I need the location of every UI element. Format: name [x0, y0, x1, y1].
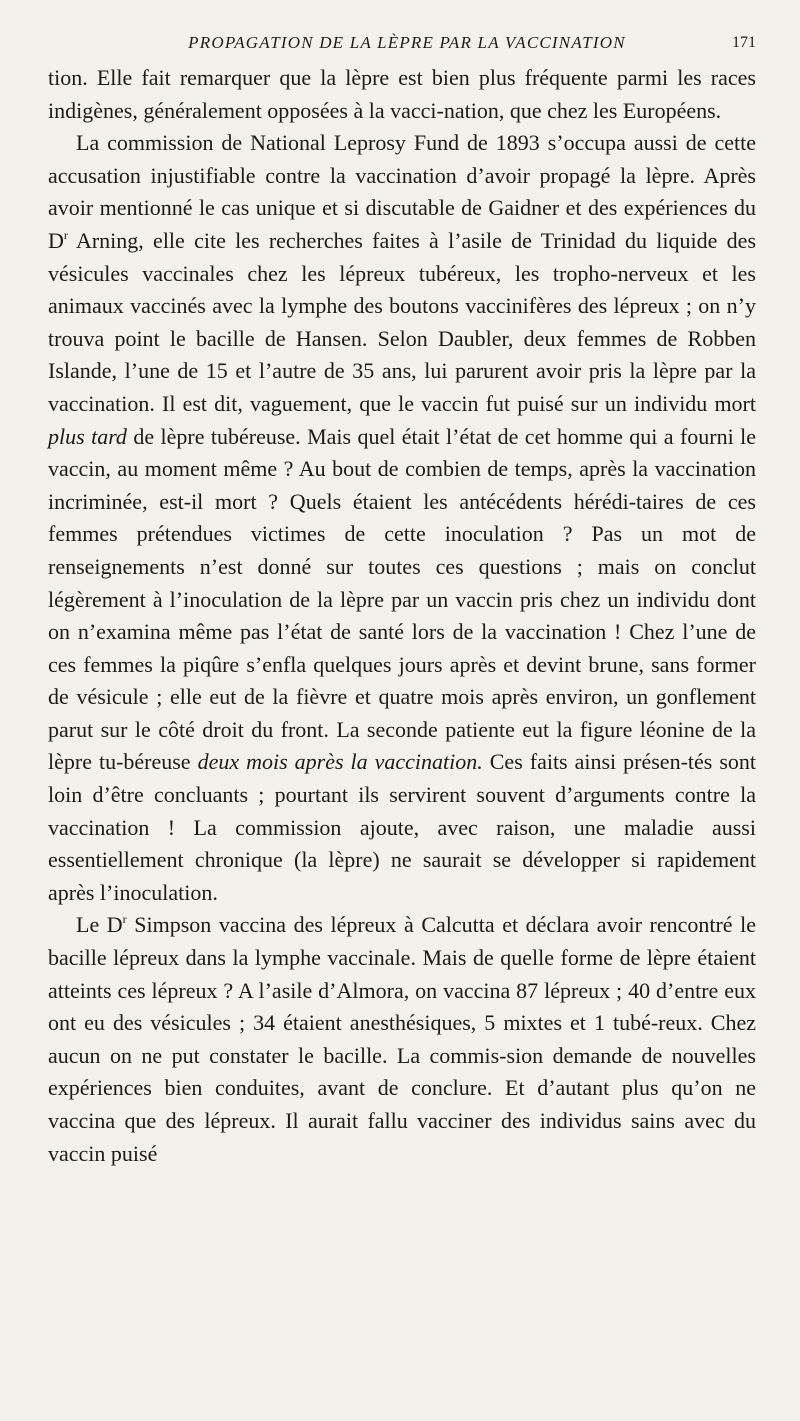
text-run: Simpson vaccina des lépreux à Calcutta et déclara avoir rencontré le bacille lépreux dans la lymphe vaccinale. Mais de quelle forme de lèpre étaient atteints ces lépreux ? A l’asile d’Almora, on vaccina 87 lépreux ; 40 d’entre eux ont eu des vésicules ; 34 étaient anesthésiques, 5 mixtes et 1 tubé-reux. Chez aucun on ne put constater le bacille. La commis-sion demande de nouvelles expériences bien conduites, avant de conclure. Et d’autant plus qu’on ne vaccina que des lépreux. Il aurait fallu vacciner des individus sains avec du vaccin puisé: [48, 912, 756, 1166]
page-number: 171: [732, 34, 756, 51]
superscript: r: [122, 912, 127, 927]
italic-text: plus tard: [48, 423, 127, 449]
paragraph: [48, 62, 756, 127]
running-head: [58, 32, 756, 62]
paragraph: [48, 127, 756, 909]
paragraph: [48, 909, 756, 1170]
italic-text: deux mois après la vaccination.: [197, 749, 483, 775]
superscript: r: [63, 227, 68, 242]
body-text: [48, 62, 756, 1170]
text-run: tion. Elle fait remarquer que la lèpre est bien plus fréquente parmi les races indigènes, généralement opposées à la vacci-nation, que chez les Européens.: [48, 65, 756, 123]
text-run: Le D: [76, 912, 123, 938]
text-run: La commission de National Leprosy Fund de 1893 s’occupa aussi de cette accusation injustifiable contre la vaccination d’avoir propagé la lèpre. Après avoir mentionné le cas unique et si discutable de Gaidner et des expériences du D: [48, 130, 756, 253]
text-run: Arning, elle cite les recherches faites à l’asile de Trinidad du liquide des vésicules vaccinales chez les lépreux tubéreux, les tropho-nerveux et les animaux vaccinés avec la lymphe des boutons vaccinifères des lépreux ; on n’y trouva point le bacille de Hansen. Selon Daubler, deux femmes de Robben Islande, l’une de 15 et l’autre de 35 ans, lui parurent avoir pris la lèpre par la vaccination. Il est dit, vaguement, que le vaccin fut puisé sur un individu mort: [48, 227, 756, 416]
text-run: Ces faits ainsi présen-tés sont loin d’être concluants ; pourtant ils servirent souvent d’arguments contre la vaccination ! La commission ajoute, avec raison, une maladie aussi essentiellement chronique (la lèpre) ne saurait se développer si rapidement après l’inoculation.: [48, 749, 756, 905]
text-run: de lèpre tubéreuse. Mais quel était l’état de cet homme qui a fourni le vaccin, au moment même ? Au bout de combien de temps, après la vaccination incriminée, est-il mort ? Quels étaient les antécédents hérédi-taires de ces femmes prétendues victimes de cette inoculation ? Pas un mot de renseignements n’est donné sur toutes ces questions ; mais on conclut légèrement à l’inoculation de la lèpre par un vaccin pris chez un individu dont on n’examina même pas l’état de santé lors de la vaccination ! Chez l’une de ces femmes la piqûre s’enfla quelques jours après et devint brune, sans former de vésicule ; elle eut de la fièvre et quatre mois après environ, un gonflement parut sur le côté droit du front. La seconde patiente eut la figure léonine de la lèpre tu-béreuse: [48, 423, 756, 775]
running-title: PROPAGATION DE LA LÈPRE PAR LA VACCINATION: [188, 33, 626, 52]
